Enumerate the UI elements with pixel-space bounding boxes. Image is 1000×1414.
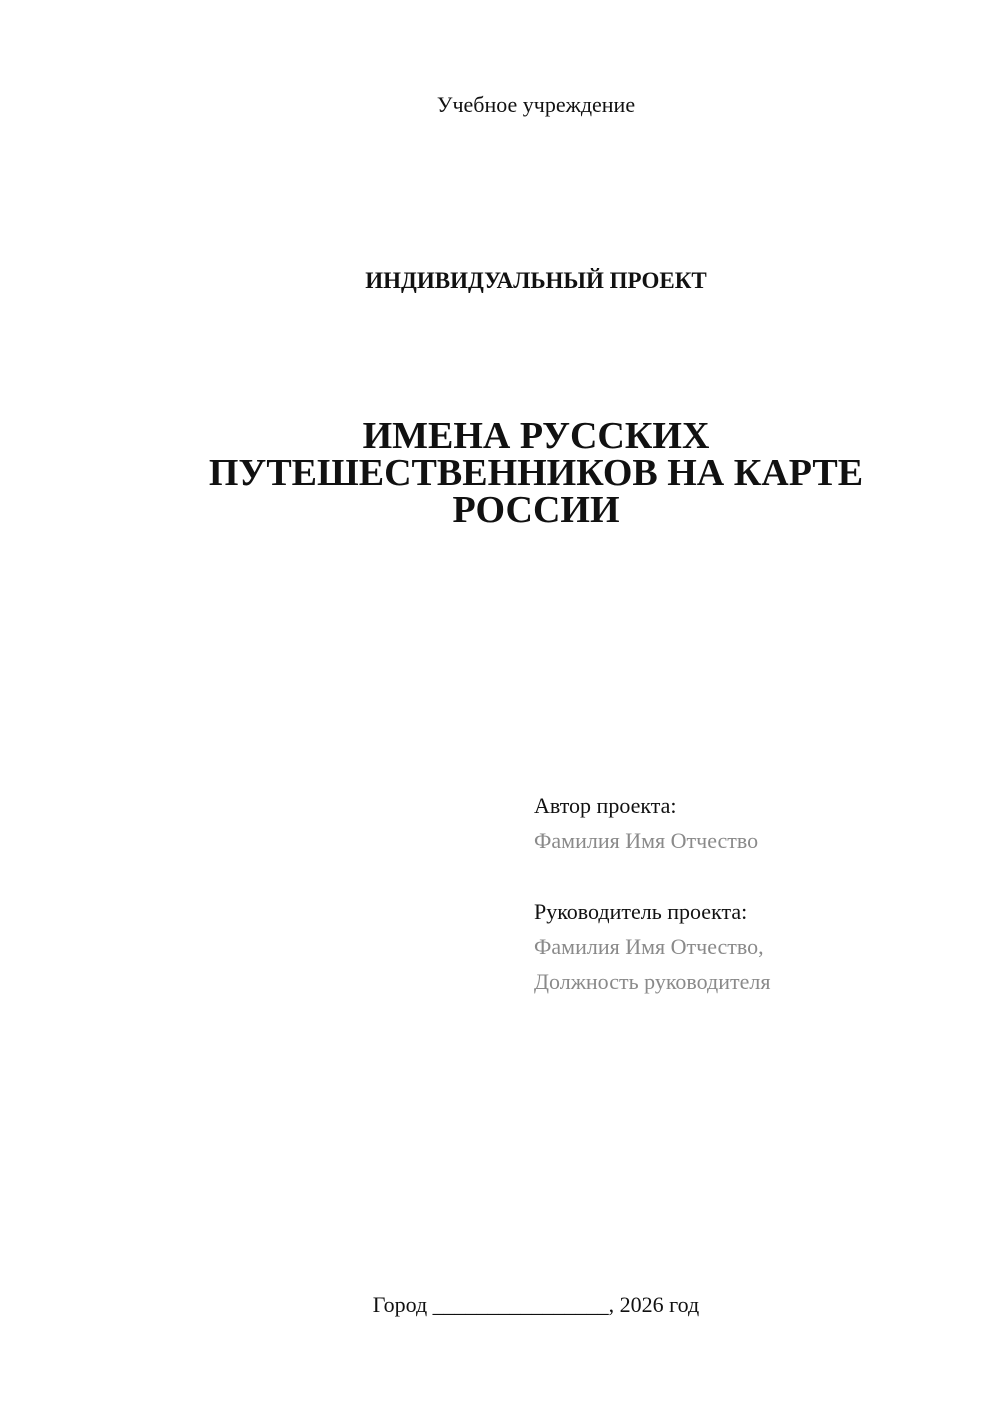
project-title-line-2: ПУТЕШЕСТВЕННИКОВ НА КАРТЕ	[208, 452, 864, 494]
spacer	[534, 858, 974, 894]
institution-name: Учебное учреждение	[436, 92, 636, 117]
project-title	[0, 415, 1000, 531]
project-people-block	[534, 788, 974, 999]
project-title-line-3: РОССИИ	[452, 489, 620, 531]
project-title-line-1: ИМЕНА РУССКИХ	[362, 415, 710, 457]
supervisor-position-placeholder: Должность руководителя	[534, 969, 771, 994]
supervisor-name-placeholder: Фамилия Имя Отчество,	[534, 934, 764, 959]
project-type-heading: ИНДИВИДУАЛЬНЫЙ ПРОЕКТ	[365, 268, 707, 293]
city-year-footer: Город ________________, 2026 год	[372, 1292, 700, 1317]
supervisor-label: Руководитель проекта:	[534, 899, 748, 924]
author-label: Автор проекта:	[534, 793, 677, 818]
author-name-placeholder: Фамилия Имя Отчество	[534, 828, 759, 853]
